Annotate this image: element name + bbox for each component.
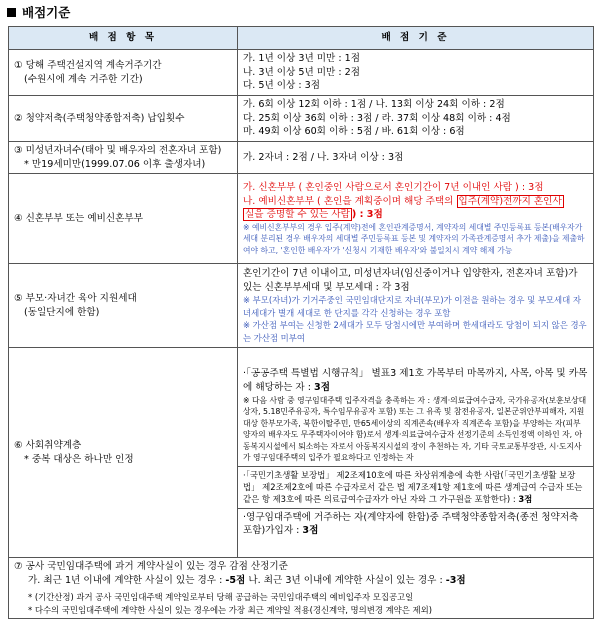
table-row: [9, 264, 594, 348]
item-cell: [9, 142, 238, 174]
criteria-line: 혼인기간이 7년 이내이고, 미성년자녀(임신중이거나 입양한자, 전혼자녀 포함)가 있는 신혼부부세대 및 부모세대 : 각 3점: [243, 268, 578, 293]
note-text: * 다수의 국민임대주택에 계약한 사실이 있는 경우에는 가장 최근 계약일 적용(경신계약, 명의변경 계약은 제외): [28, 604, 432, 615]
criteria-line: 나. 3년 이상 5년 미만 : 2점: [243, 66, 361, 78]
table-row: [9, 50, 594, 96]
criteria-cell: [238, 50, 594, 96]
criteria-line: 가. 6회 이상 12회 이하 : 1점 / 나. 13회 이상 24회 이하 : 2점: [243, 99, 505, 111]
item-cell: [9, 348, 238, 558]
criteria-text: ·「국민기초생활 보장법」 제2조제10호에 따른 차상위계층에 속한 사람(「국민기초생활 보장법」 제2조제2호에 따른 수급자로서 같은 법 제7조제1항 제1호에 따른 생계급여 수급자 또는 같은 항 제3호에 따른 의료급여수급자가 아닌 자와 그 가구원을 포함한다) :: [243, 469, 583, 505]
criteria-line: 가. 1년 이상 3년 미만 : 1점: [243, 53, 361, 65]
item-label: ② 청약저축(주택청약종합저축) 납입횟수: [14, 112, 185, 124]
criteria-cell: [238, 264, 594, 348]
note-text: ※ 다음 사람 중 영구임대주택 입주자격을 충족하는 자 : 생계·의료급여수급자, 국가유공자(보훈보상대상자, 5.18민주유공자, 특수임무유공자 포함) 또는 그 유족 및 참전유공자, 일본군위안부피해자, 지원대상 한부모가족, 북한이탈주민, 만65세이상의 직계존속(배우자 직계존속 포함)을 부양하는 자(피부양자의 배우자도 무주택자이어야 함)로서 생계·의료급여수급자 선정기준의 소득인정액 이하인 자, 아동복지시설에서 퇴소하는 자로서 아동복지시설의 장이 추천하는 자, 기타 국토교통부장관, 시·도지사가 영구임대주택의 입주가 필요하다고 인정하는 자: [243, 395, 587, 463]
score: -3점: [445, 574, 466, 586]
table-row: [9, 558, 594, 619]
table-header-row: [9, 27, 594, 50]
item-cell: [9, 174, 238, 264]
item-sublabel: * 중복 대상은 하나만 인정: [24, 453, 134, 465]
criteria-line: [243, 469, 588, 506]
item-label: ⑤ 부모·자녀간 육아 지원세대: [14, 293, 137, 305]
table-row: [9, 142, 594, 174]
criteria-line: [243, 511, 588, 538]
newlywed-criteria: 가. 신혼부부 ( 혼인중인 사람으로서 혼인기간이 7년 이내인 사람 ) : 3점: [243, 182, 544, 194]
item-label: ⑥ 사회취약계층: [14, 440, 82, 452]
scoring-table: [8, 26, 594, 619]
criteria-line: [243, 181, 588, 195]
square-bullet-icon: [7, 8, 16, 17]
section-title: [4, 2, 70, 22]
table-row: [9, 96, 594, 142]
permanent-rental-block: [238, 509, 593, 540]
header-criteria: 배 점 기 준: [238, 27, 594, 50]
criteria-text: 가. 최근 1년 이내에 계약한 사실이 있는 경우 :: [28, 574, 226, 586]
highlighted-text: 입주(계약)전까지 혼인사: [458, 195, 562, 207]
table-row: [9, 348, 594, 558]
criteria-cell: [238, 96, 594, 142]
note-text: * (기간산정) 과거 공사 국민임대주택 계약일로부터 당해 공급하는 국민임대주택의 예비입주자 모집공고일: [28, 592, 414, 603]
header-item: 배 점 항 목: [9, 27, 238, 50]
score: 3점: [314, 381, 330, 393]
note-text: ※ 예비신혼부부의 경우 입주(계약)전에 혼인관계증명서, 계약자의 세대별 주민등록표 등본(배우자가 세대 분리된 경우 배우자의 세대별 주민등록표 등본 및 계약자의 가족관계증명서 추가 제출)을 제출하여야 하고, '혼인한 배우자'가 '신청시 기재한 배우자'와 불일치시 계약 해제 가능: [243, 222, 585, 255]
near-poverty-block: [238, 467, 593, 509]
criteria-cell: [238, 174, 594, 264]
highlighted-text: 실을 증명할 수 있는 사람: [245, 209, 350, 221]
vulnerable-block: [238, 365, 593, 466]
criteria-text: ·「공공주택 특별법 시행규칙」 별표3 제1호 가목부터 마목까지, 사목, 아목 및 카목에 해당하는 자 :: [243, 368, 588, 393]
item-cell: [9, 50, 238, 96]
penalty-cell: [9, 558, 594, 619]
item-sublabel: * 만19세미만(1999.07.06 이후 출생자녀): [24, 158, 206, 170]
item-cell: [9, 96, 238, 142]
item-label: ④ 신혼부부 또는 예비신혼부부: [14, 212, 143, 224]
criteria-line: 마. 49회 이상 60회 이하 : 5점 / 바. 61회 이상 : 6점: [243, 126, 465, 138]
section-title-text: 배점기준: [22, 5, 71, 20]
item-cell: [9, 264, 238, 348]
criteria-line: 다. 5년 이상 : 3점: [243, 80, 321, 92]
criteria-text: ·영구임대주택에 거주하는 자(계약자에 한함)중 주택청약종합저축(종전 청약저축 포함)가입자 :: [243, 511, 579, 537]
criteria-cell: [238, 348, 594, 558]
criteria-cell: [238, 142, 594, 174]
criteria-line: 가. 2자녀 : 2점 / 나. 3자녀 이상 : 3점: [243, 151, 404, 163]
score: 3점: [302, 525, 319, 537]
note-text: ※ 부모(자녀)가 기거주중인 국민임대단지로 자녀(부모)가 이전을 원하는 경우 및 부모세대 자녀세대가 별개 세대로 한 단지를 각각 신청하는 경우 포함: [243, 295, 581, 318]
item-label: ⑦ 공사 국민임대주택에 과거 계약사실이 있는 경우 감점 산정기준: [14, 561, 288, 573]
item-label: ① 당해 주택건설지역 계속거주기간: [14, 59, 162, 71]
score: 3점: [518, 494, 533, 505]
item-sublabel: (동일단지에 한함): [24, 306, 100, 318]
criteria-line: [14, 574, 588, 588]
item-sublabel: (수원시에 계속 거주한 기간): [24, 73, 143, 85]
engaged-score: ) : 3점: [351, 209, 383, 221]
criteria-line: [243, 195, 588, 222]
score: -5점: [225, 574, 246, 586]
note-text: ※ 가산점 부여는 신청한 2세대가 모두 당첨시에만 부여하며 한세대라도 당첨이 되지 않은 경우는 가산점 미부여: [243, 320, 587, 343]
criteria-line: [243, 367, 588, 394]
criteria-text: 나. 최근 3년 이내에 계약한 사실이 있는 경우 :: [245, 574, 446, 586]
table-row: [9, 174, 594, 264]
item-label: ③ 미성년자녀수(태아 및 배우자의 전혼자녀 포함): [14, 145, 222, 156]
engaged-criteria: 나. 예비신혼부부 ( 혼인을 계획중이며 해당 주택의: [243, 195, 457, 207]
criteria-line: 다. 25회 이상 36회 이하 : 3점 / 라. 37회 이상 48회 이하 : 4점: [243, 112, 511, 124]
